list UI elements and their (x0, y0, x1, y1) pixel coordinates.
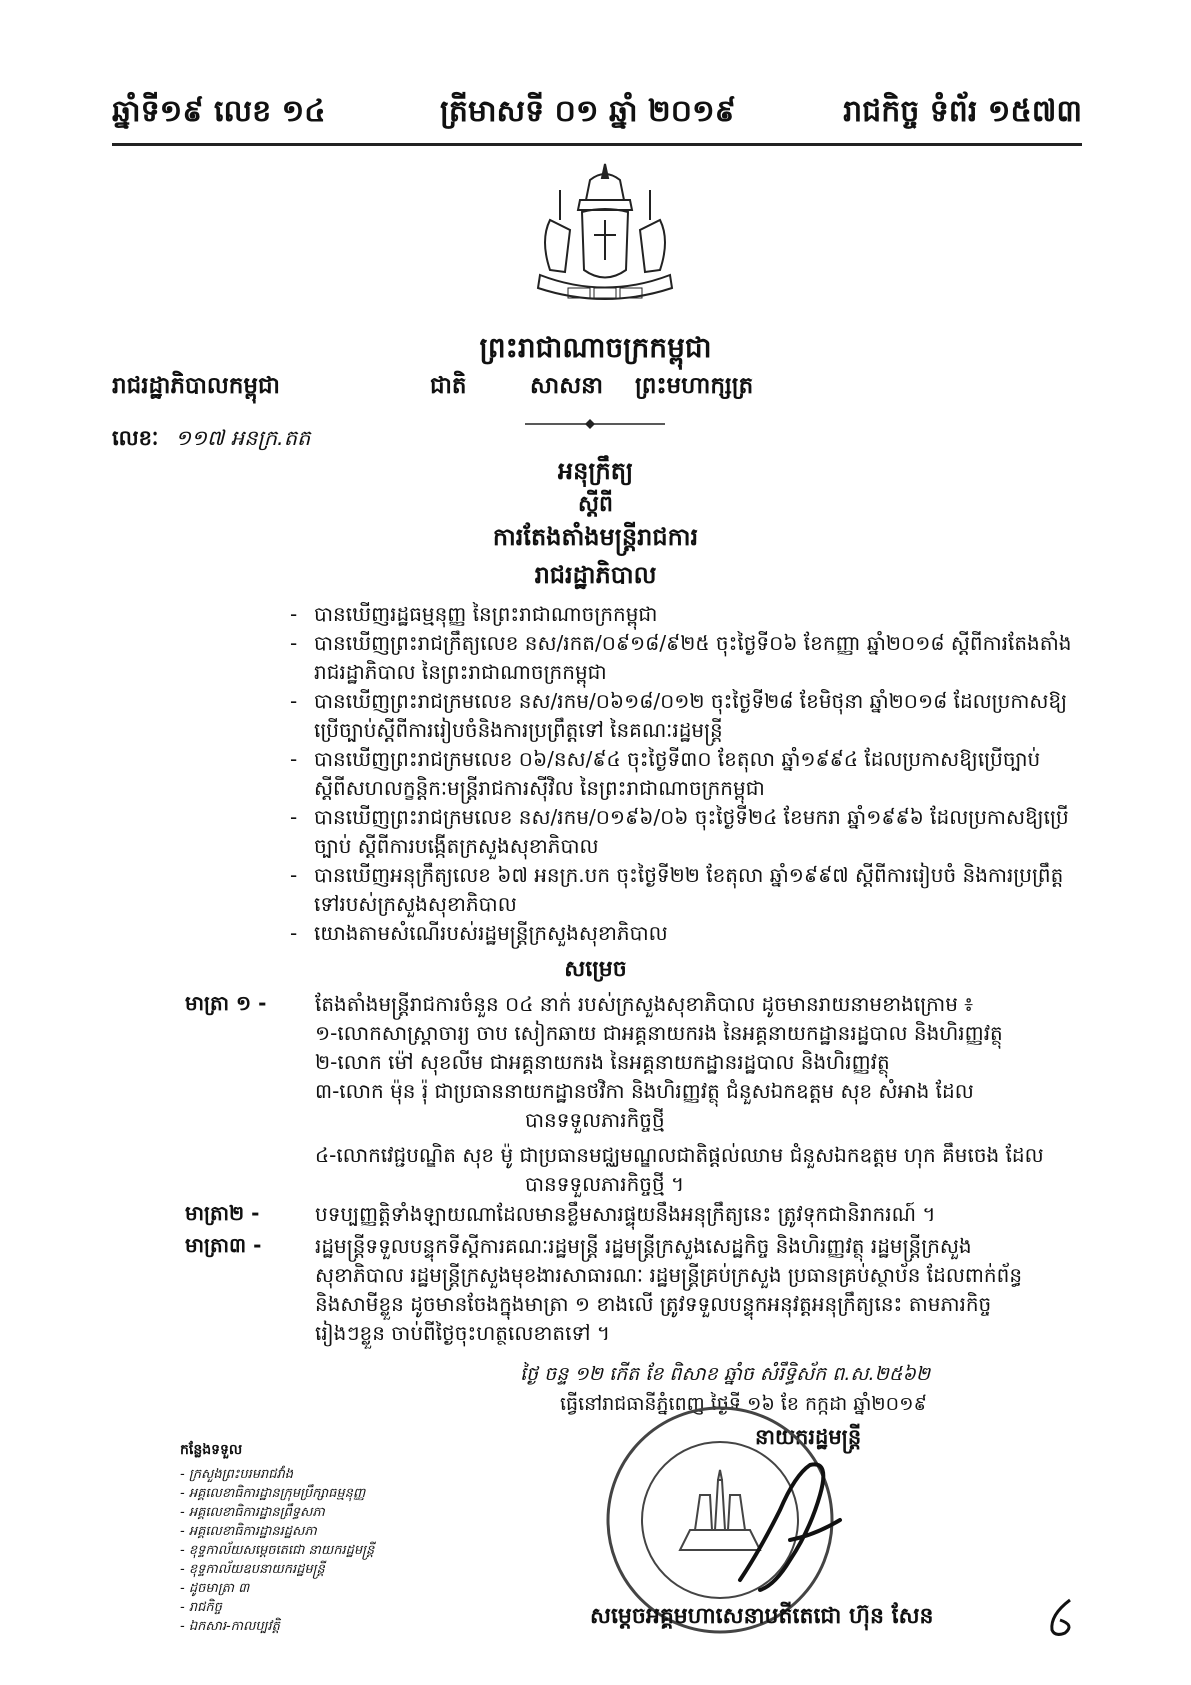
article-1-line: ៤-លោកវេជ្ជបណ្ឌិត សុខ ម៉ូ ជាប្រធានមជ្ឈមណ្ឌលជាតិផ្តល់ឈាម ជំនួសឯកឧត្តម ហុក គឹមចេង ដែល (315, 1143, 1044, 1167)
article-1-line: តែងតាំងមន្ត្រីរាជការចំនួន ០៤ នាក់ របស់ក្រសួងសុខាភិបាល ដូចមានរាយនាមខាងក្រោម ៖ (315, 992, 974, 1016)
article-3-body (315, 1232, 1085, 1348)
preamble-item: - យោងតាមសំណើរបស់រដ្ឋមន្ត្រីក្រសួងសុខាភិបាល (290, 919, 1080, 948)
signer-name: សម្តេចអគ្គមហាសេនាបតីតេជោ ហ៊ុន សែន (590, 1604, 934, 1629)
distribution-item: - ក្រសួងព្រះបរមរាជវាំង (180, 1467, 294, 1482)
distribution-item: - អគ្គលេខាធិការដ្ឋានព្រឹទ្ធសភា (180, 1505, 325, 1520)
government-heading: រាជរដ្ឋាភិបាល (534, 561, 657, 589)
initial-mark (1040, 1595, 1080, 1640)
article-1-line: បានទទួលភារកិច្ចថ្មី ។ (525, 1172, 685, 1196)
article-1-line: ១-លោកសាស្ត្រាចារ្យ ចាប សៀកឆាយ ជាអគ្គនាយករង នៃអគ្គនាយកដ្ឋានរដ្ឋបាល និងហិរញ្ញវត្ថុ (315, 1021, 1003, 1045)
article-1-line: បានទទួលភារកិច្ចថ្មី (525, 1108, 665, 1132)
preamble-item: - បានឃើញព្រះរាជក្រឹត្យលេខ នស/រកត/០៩១៨/៩២៥ ចុះថ្ងៃទី០៦ ខែកញ្ញា ឆ្នាំ២០១៨ ស្តីពីការតែងតាំងរាជរដ្ឋាភិបាល នៃព្រះរាជាណាចក្រកម្ពុជា (290, 629, 1080, 687)
article-1-line: ២-លោក ម៉ៅ សុខលីម ជាអគ្គនាយករង នៃអគ្គនាយកដ្ឋានរដ្ឋបាល និងហិរញ្ញវត្ថុ (315, 1050, 890, 1074)
article-3-line: រៀងៗខ្លួន ចាប់ពីថ្ងៃចុះហត្ថលេខាតទៅ ។ (315, 1321, 611, 1345)
motto-king: ព្រះមហាក្សត្រ (635, 373, 754, 399)
motto-nation: ជាតិ (430, 373, 467, 399)
issuer-title: រាជរដ្ឋាភិបាលកម្ពុជា (112, 373, 280, 399)
distribution-list (180, 1440, 540, 1636)
distribution-item: - ឯកសារ-កាលប្បវត្តិ (180, 1619, 280, 1634)
preamble-item: - បានឃើញអនុក្រឹត្យលេខ ៦៧ អនក្រ.បក ចុះថ្ងៃទី២២ ខែតុលា ឆ្នាំ១៩៩៧ ស្តីពីការរៀបចំ និងការប្រព្រឹត្តទៅរបស់ក្រសួងសុខាភិបាល (290, 861, 1080, 919)
distribution-item: - រាជកិច្ច (180, 1600, 222, 1615)
ref-number (112, 425, 310, 456)
preamble-item: - បានឃើញរដ្ឋធម្មនុញ្ញ នៃព្រះរាជាណាចក្រកម្ពុជា (290, 600, 1080, 629)
header-year-issue: ឆ្នាំទី១៩ លេខ ១៤ (112, 94, 326, 129)
article-1-line: ៣-លោក ម៉ុន រ៉ុ ជាប្រធាននាយកដ្ឋានថវិកា និងហិរញ្ញវត្ថុ ជំនួសឯកឧត្តម សុខ សំអាង ដែល (315, 1079, 974, 1103)
distribution-item: - ខុទ្ទកាល័យឧបនាយករដ្ឋមន្ត្រី (180, 1562, 325, 1577)
distribution-title: កន្លែងទទួល (180, 1442, 243, 1458)
article-3-line: សុខាភិបាល រដ្ឋមន្ត្រីក្រសួងមុខងារសាធារណៈ រដ្ឋមន្ត្រីគ្រប់ក្រសួង ប្រធានគ្រប់ស្ថាប័ន ដែលពាក់ព័ន្ធ (315, 1263, 1023, 1287)
article-3-label: មាត្រា៣ - (185, 1233, 262, 1257)
distribution-item: - ដូចមាត្រា ៣ (180, 1581, 250, 1596)
royal-coat-of-arms-emblem (520, 160, 690, 310)
motto-ornament-divider (520, 418, 670, 430)
header-gazette-page: រាជកិច្ច ទំព័រ ១៥៧៣ (843, 94, 1082, 129)
decree-subject-label: ស្តីពី (578, 492, 613, 517)
ref-number-label: លេខៈ (112, 426, 159, 450)
article-1-label: មាត្រា ១ - (185, 991, 267, 1015)
header-quarter: ត្រីមាសទី ០១ ឆ្នាំ ២០១៩ (440, 94, 736, 129)
preamble-item: - បានឃើញព្រះរាជក្រមលេខ នស/រកម/០១៩៦/០៦ ចុះថ្ងៃទី២៤ ខែមករា ឆ្នាំ១៩៩៦ ដែលប្រកាសឱ្យប្រើច្បាប់ ស្តីពីការបង្កើតក្រសួងសុខាភិបាល (290, 803, 1080, 861)
handwritten-signature (720, 1450, 860, 1600)
distribution-item: - អគ្គលេខាធិការដ្ឋានក្រុមប្រឹក្សាធម្មនុញ្ញ (180, 1486, 366, 1501)
preamble-list (290, 600, 1080, 948)
article-3-line: និងសាមីខ្លួន ដូចមានចែងក្នុងមាត្រា ១ ខាងលើ ត្រូវទទួលបន្ទុកអនុវត្តអនុក្រឹត្យនេះ តាមភារកិច្ច (315, 1292, 992, 1316)
preamble-item: - បានឃើញព្រះរាជក្រមលេខ ០៦/នស/៩៤ ចុះថ្ងៃទី៣០ ខែតុលា ឆ្នាំ១៩៩៤ ដែលប្រកាសឱ្យប្រើច្បាប់ស្តីពីសហលក្ខន្តិកៈមន្ត្រីរាជការស៊ីវិល នៃព្រះរាជាណាចក្រកម្ពុជា (290, 745, 1080, 803)
signer-title: នាយករដ្ឋមន្ត្រី (755, 1425, 862, 1449)
article-2-label: មាត្រា២ - (185, 1201, 260, 1225)
header-divider (112, 143, 1082, 146)
kingdom-title: ព្រះរាជាណាចក្រកម្ពុជា (479, 331, 712, 364)
article-3-line: រដ្ឋមន្ត្រីទទួលបន្ទុកទីស្តីការគណៈរដ្ឋមន្ត្រី រដ្ឋមន្ត្រីក្រសួងសេដ្ឋកិច្ច និងហិរញ្ញវត្ថុ រដ្ឋមន្ត្រីក្រសួង (315, 1234, 972, 1258)
lunar-date: ថ្ងៃ ចន្ទ ១២ កើត ខែ ពិសាខ ឆ្នាំច សំរឹទ្ធិស័ក ព.ស.២៥៦២ (520, 1363, 931, 1385)
article-2-body (315, 1200, 1085, 1229)
ref-number-value: ១១៧ អនក្រ.តត (175, 426, 311, 450)
decision-heading: សម្រេច (564, 957, 627, 982)
distribution-item: - អគ្គលេខាធិការដ្ឋានរដ្ឋសភា (180, 1524, 317, 1539)
distribution-item: - ខុទ្ទកាល័យសម្តេចតេជោ នាយករដ្ឋមន្ត្រី (180, 1543, 375, 1558)
solar-date: ធ្វើនៅរាជធានីភ្នំពេញ ថ្ងៃទី ១៦ ខែ កក្កដា ឆ្នាំ២០១៩ (560, 1393, 927, 1415)
article-2-line: បទប្បញ្ញត្តិទាំងឡាយណាដែលមានខ្លឹមសារផ្ទុយនឹងអនុក្រឹត្យនេះ ត្រូវទុកជានិរាករណ៍ ។ (315, 1202, 936, 1226)
decree-title: អនុក្រឹត្យ (557, 457, 634, 485)
motto-religion: សាសនា (530, 373, 603, 399)
decree-subject: ការតែងតាំងមន្ត្រីរាជការ (492, 523, 699, 551)
article-1-body (315, 990, 1085, 1199)
preamble-item: - បានឃើញព្រះរាជក្រមលេខ នស/រកម/០៦១៨/០១២ ចុះថ្ងៃទី២៨ ខែមិថុនា ឆ្នាំ២០១៨ ដែលប្រកាសឱ្យប្រើច្បាប់ស្តីពីការរៀបចំនិងការប្រព្រឹត្តទៅ នៃគណៈរដ្ឋមន្ត្រី (290, 687, 1080, 745)
